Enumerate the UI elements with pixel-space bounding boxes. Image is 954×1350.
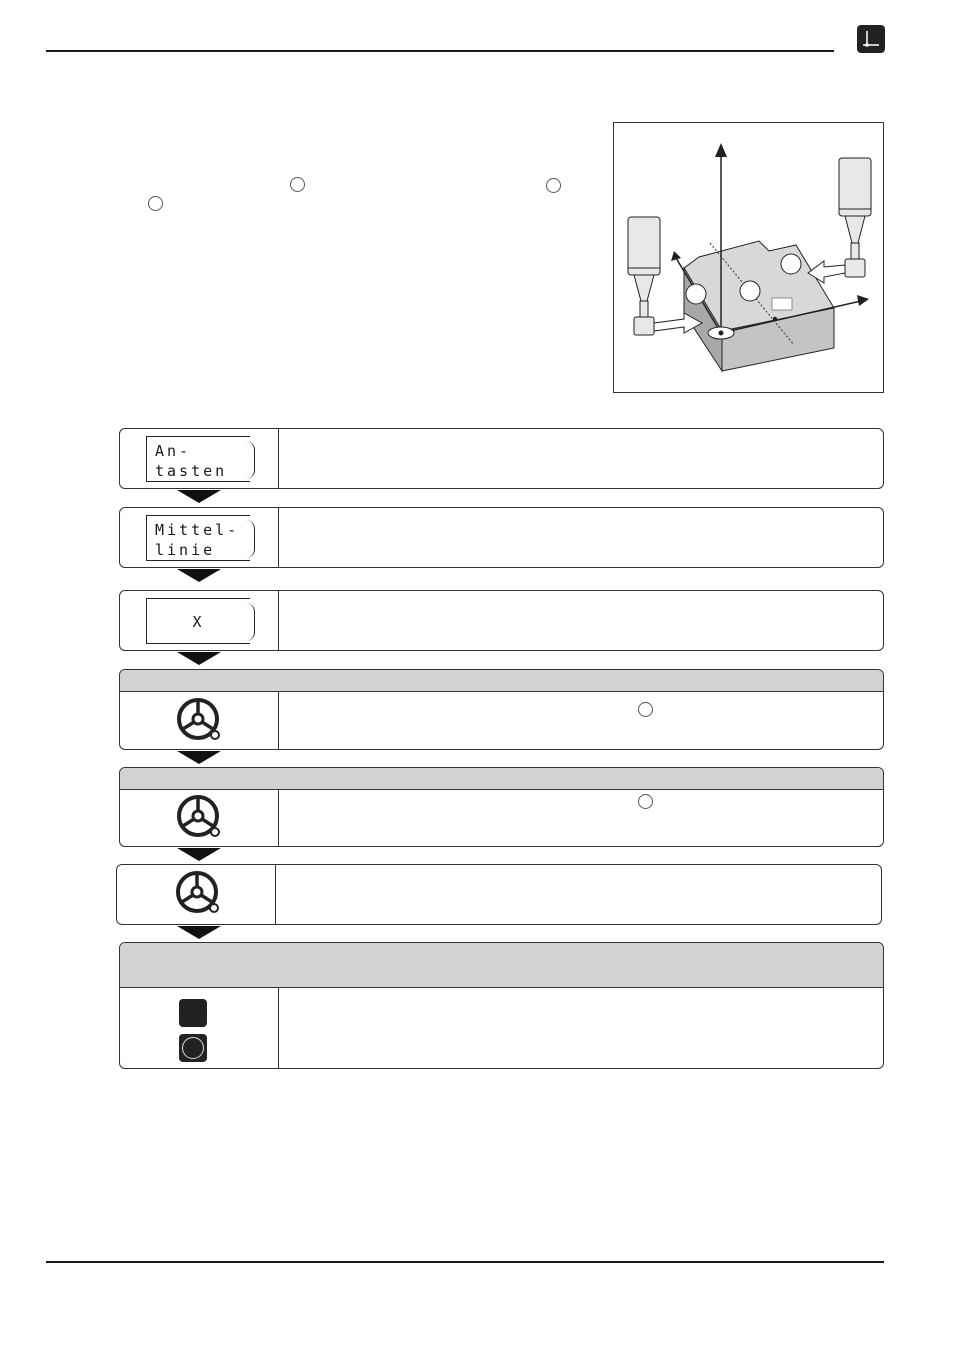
step-arrow	[177, 751, 221, 764]
softkey-label: Mittel- linie	[155, 521, 240, 559]
softkey-label: An- tasten	[155, 442, 228, 480]
step-confirm	[119, 942, 884, 1069]
handwheel-icon	[176, 794, 226, 844]
step-header-bar	[120, 670, 883, 692]
footer-rule	[46, 1261, 884, 1263]
handwheel-icon	[176, 697, 226, 747]
enter-key-icon[interactable]	[179, 999, 207, 1027]
softkey-axis-x[interactable]	[146, 598, 250, 644]
step-key-cell	[120, 790, 279, 846]
step-retract	[116, 864, 882, 925]
softkey-probe[interactable]	[146, 436, 250, 482]
circle-key-icon[interactable]	[179, 1034, 207, 1062]
step-probe	[119, 428, 884, 489]
step-axis-select	[119, 590, 884, 651]
step-key-cell	[120, 508, 279, 567]
step-header-bar	[120, 768, 883, 790]
step-arrow	[177, 926, 221, 939]
step-arrow	[177, 569, 221, 582]
step-arrow	[177, 490, 221, 503]
step-key-cell	[120, 591, 279, 650]
step-key-cell	[120, 692, 279, 749]
step-key-cell	[117, 865, 276, 924]
step-key-cell	[120, 429, 279, 488]
step-header-bar	[120, 943, 883, 988]
header-rule	[46, 50, 834, 52]
step-probe-edge-1	[119, 669, 884, 750]
callout-circle	[148, 196, 163, 211]
softkey-centerline[interactable]	[146, 515, 250, 561]
datum-corner-icon	[857, 25, 885, 53]
handwheel-icon	[175, 870, 225, 920]
probing-figure	[613, 122, 884, 393]
step-arrow	[177, 652, 221, 665]
step-centerline	[119, 507, 884, 568]
callout-circle	[546, 178, 561, 193]
callout-circle	[638, 702, 653, 717]
step-arrow	[177, 848, 221, 861]
softkey-label: X	[192, 613, 205, 631]
step-probe-edge-2	[119, 767, 884, 847]
step-key-cell	[120, 988, 279, 1068]
callout-circle	[638, 794, 653, 809]
callout-circle	[290, 177, 305, 192]
